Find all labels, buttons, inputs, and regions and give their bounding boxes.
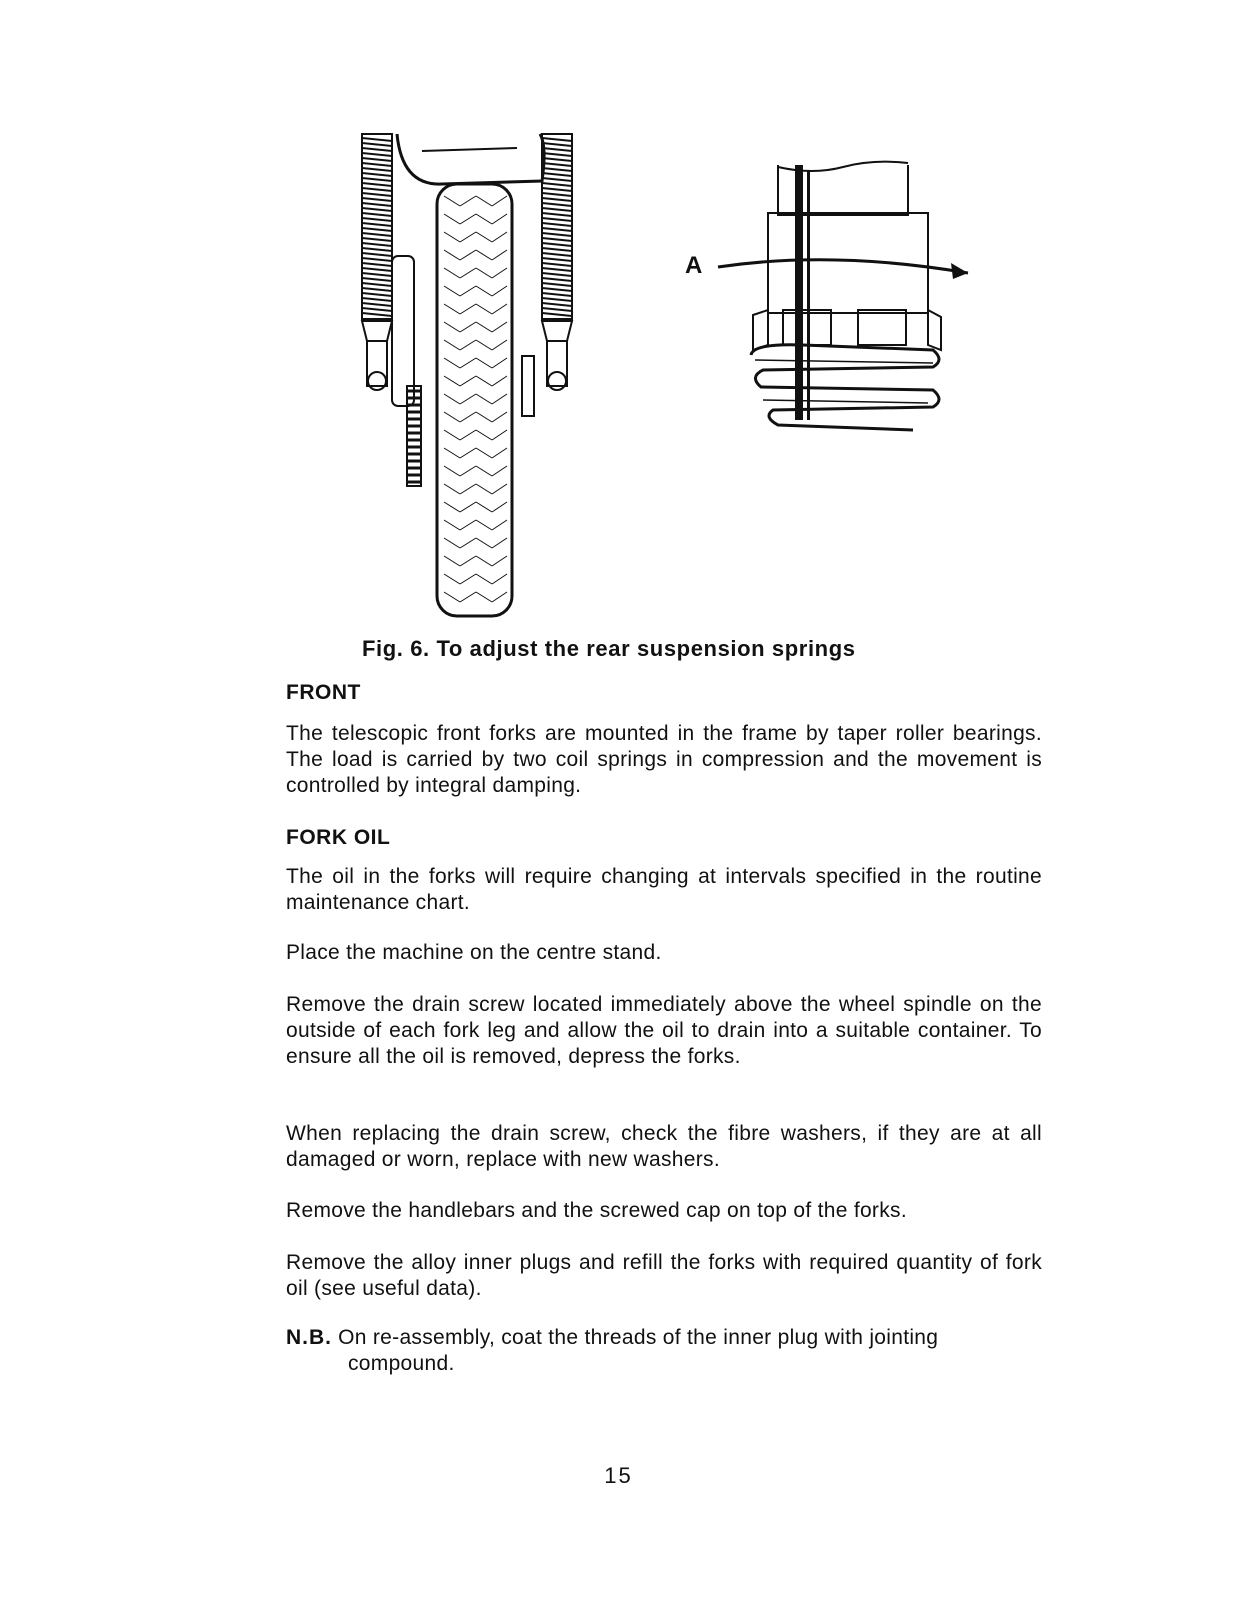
note-text-line-1: On re-assembly, coat the threads of the inner plug with jointing: [338, 1326, 939, 1349]
paragraph-fork-oil-1: The oil in the forks will require changing at intervals specified in the routine maintenance chart.: [286, 865, 1042, 914]
rear-wheel-suspension-drawing: [352, 126, 582, 621]
adjuster-coils: [751, 345, 939, 430]
figure-caption: Fig. 6. To adjust the rear suspension springs: [362, 636, 856, 661]
paragraph-fork-oil-2: Place the machine on the centre stand.: [286, 941, 662, 964]
heading-fork-oil: FORK OIL: [286, 826, 391, 849]
paragraph-fork-oil-6: Remove the alloy inner plugs and refill the forks with required quantity of fork oil (see useful data).: [286, 1251, 1042, 1300]
rotation-arrow: [718, 260, 968, 279]
note-text-line-2: compound.: [348, 1352, 455, 1375]
left-spring-coil: [362, 134, 392, 319]
rear-suspension-illustration: [352, 126, 582, 621]
page-number: 15: [604, 1463, 633, 1488]
paragraph-fork-oil-4: When replacing the drain screw, check the fibre washers, if they are at all damaged or worn, replace with new washers.: [286, 1122, 1042, 1171]
spring-adjuster-illustration: [683, 155, 988, 445]
paragraph-fork-oil-3: Remove the drain screw located immediately above the wheel spindle on the outside of each fork leg and allow the oil to drain into a suitable container. To ensure all the oil is removed, depress the forks.: [286, 993, 1042, 1068]
right-spring-coil: [542, 134, 572, 319]
paragraph-front: The telescopic front forks are mounted in the frame by taper roller bearings. The load is carried by two coil springs in compression and the movement is controlled by integral damping.: [286, 722, 1042, 797]
adjuster-detail-drawing: [683, 155, 988, 445]
rear-tyre: [437, 184, 512, 616]
heading-front: FRONT: [286, 681, 361, 704]
note-block: [286, 1325, 1042, 1377]
callout-label-a: A: [685, 252, 703, 279]
paragraph-fork-oil-5: Remove the handlebars and the screwed cap on top of the forks.: [286, 1199, 907, 1222]
note-label: N.B.: [286, 1326, 332, 1349]
